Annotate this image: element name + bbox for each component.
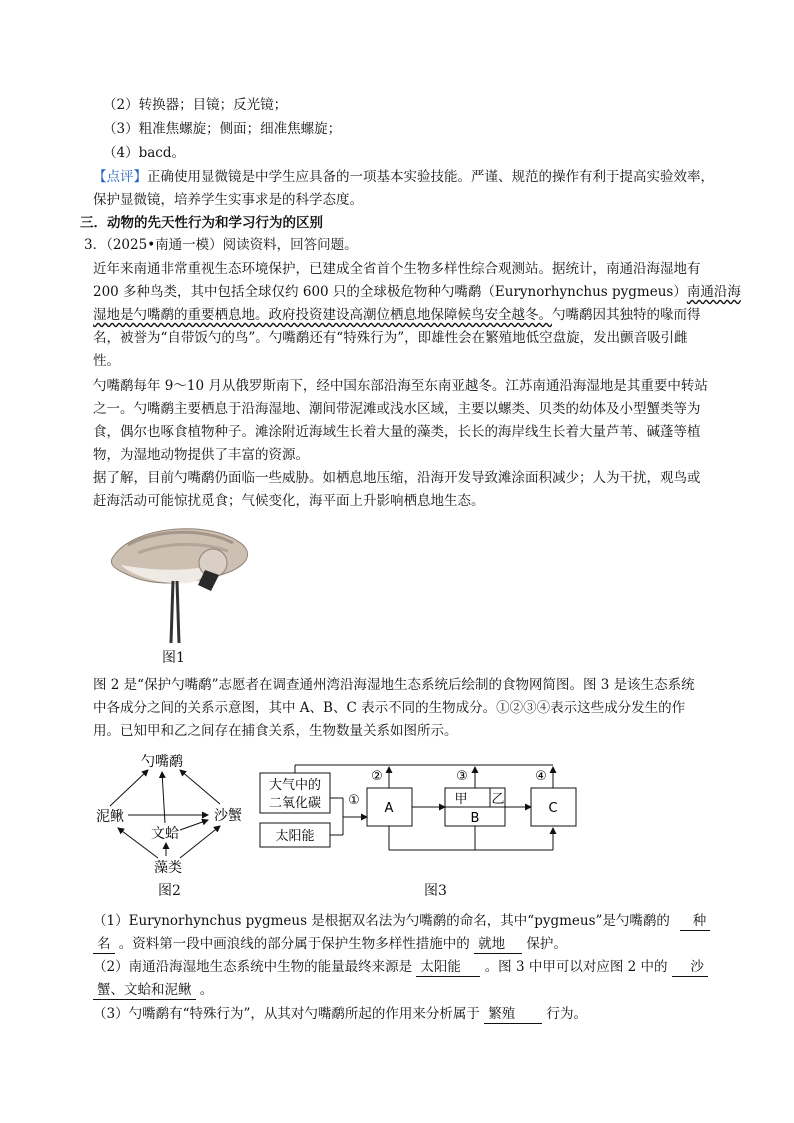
food-web-diagram xyxy=(90,748,255,888)
answer-3-blank: 繁殖 xyxy=(484,1005,542,1024)
answer-1-line-2 xyxy=(93,934,567,954)
p3-line-2: 赶海活动可能惊扰觅食；气候变化，海平面上升影响栖息地生态。 xyxy=(93,493,485,509)
sun-energy: 太阳能 xyxy=(275,829,315,844)
comment-line-1 xyxy=(93,167,714,187)
p4-line-1: 图 2 是“保护勺嘴鹬”志愿者在调查通州湾沿海湿地生态系统后绘制的食物网简图。图 3 是该生态系统 xyxy=(93,677,695,693)
node-center: 文蛤 xyxy=(151,826,179,842)
p4-line-3: 用。已知甲和乙之间存在捕食关系，生物数量关系如图所示。 xyxy=(93,723,458,739)
answer-2-end: 。 xyxy=(199,982,214,998)
air-co2-line2: 二氧化碳 xyxy=(268,796,322,811)
node-right: 沙蟹 xyxy=(214,808,242,824)
answer-1-end: 保护。 xyxy=(526,936,567,952)
p1-line-4: 名，被誉为“自带饭勺的鸟”。勺嘴鹬还有“特殊行为”，即雄性会在繁殖地低空盘旋，发出颤音吸引雌 xyxy=(93,330,688,346)
answer-2-text: （2）南通沿海湿地生态系统中生物的能量最终来源是 xyxy=(93,959,413,975)
answer-1-blank-1a: 种 xyxy=(680,912,710,931)
p3-line-1: 据了解，目前勺嘴鹬仍面临一些威胁。如栖息地压缩，沿海开发导致滩涂面积减少；人为干扰，观鸟或 xyxy=(93,470,701,486)
box-jia: 甲 xyxy=(454,792,468,807)
comment-text-1: 正确使用显微镜是中学生应具备的一项基本实验技能。严谨、规范的操作有利于提高实验效率， xyxy=(147,169,714,185)
air-co2-line1: 大气中的 xyxy=(268,778,322,793)
answer-2-blank-2a: 沙 xyxy=(672,958,708,977)
question-head: 3．（2025•南通一模）阅读资料，回答问题。 xyxy=(84,237,358,253)
answer-3-text: （3）勺嘴鹬有“特殊行为”，从其对勺嘴鹬所起的作用来分析属于 xyxy=(93,1006,480,1022)
answer-2-blank-1: 太阳能 xyxy=(416,958,480,977)
answer-2: （2）转换器；目镜；反光镜； xyxy=(103,97,288,113)
fig2-label: 图2 xyxy=(158,883,181,899)
node-left: 泥鳅 xyxy=(96,809,124,825)
node-bottom: 藻类 xyxy=(154,860,182,876)
answer-1-text: （1）Eurynorhynchus pygmeus 是根据双名法为勺嘴鹬的命名，其中“pygmeus”是勺嘴鹬的 xyxy=(93,913,670,929)
node-top: 勺嘴鹬 xyxy=(141,754,183,770)
answer-4: （4）bacd。 xyxy=(103,145,185,161)
box-yi: 乙 xyxy=(491,792,505,807)
fig3-label: 图3 xyxy=(424,883,447,899)
p2-line-3: 食，偶尔也啄食植物种子。滩涂附近海域生长着大量的藻类，长长的海岸线生长着大量芦苇、碱蓬等植 xyxy=(93,424,701,440)
answer-1-blank-1b: 名 xyxy=(93,935,115,954)
p2-line-2: 之一。勺嘴鹬主要栖息于沿海湿地、潮间带泥滩或浅水区域，主要以螺类、贝类的幼体及小型蟹类等为 xyxy=(93,401,701,417)
label-1: ① xyxy=(348,793,360,808)
p1-line-2 xyxy=(93,282,741,302)
answer-3-line xyxy=(93,1004,587,1024)
p1-line-5: 性。 xyxy=(93,353,120,369)
answer-1-line-1 xyxy=(93,911,710,931)
answer-2-line-1 xyxy=(93,957,708,977)
p1-wavy-1: 南通沿海 xyxy=(686,284,741,300)
p1-line-3-text: 勺嘴鹬因其独特的喙而得 xyxy=(552,307,701,323)
box-A: A xyxy=(384,801,394,816)
fig1-label: 图1 xyxy=(162,650,185,666)
p2-line-4: 物，为湿地动物提供了丰富的资源。 xyxy=(93,447,309,463)
p4-line-2: 中各成分之间的关系示意图，其中 A、B、C 表示不同的生物成分。①②③④表示这些成分发生的作 xyxy=(93,700,686,716)
label-2: ② xyxy=(371,769,383,784)
answer-1-mid: 。资料第一段中画浪线的部分属于保护生物多样性措施中的 xyxy=(118,936,470,952)
answer-2-line-2 xyxy=(93,980,213,1000)
box-B: B xyxy=(470,811,480,826)
bird-illustration xyxy=(93,515,258,645)
label-4: ④ xyxy=(535,769,547,784)
box-C: C xyxy=(548,801,558,816)
answer-2-mid: 。图 3 中甲可以对应图 2 中的 xyxy=(484,959,668,975)
answer-2-blank-2b: 蟹、文蛤和泥鳅 xyxy=(93,981,196,1000)
comment-tag: 【点评】 xyxy=(93,169,147,185)
p1-line-3 xyxy=(93,305,701,325)
answer-1-blank-2: 就地 xyxy=(474,935,522,954)
ecosystem-diagram xyxy=(255,760,585,885)
p1-line-1: 近年来南通非常重视生态环境保护，已建成全省首个生物多样性综合观测站。据统计，南通沿海湿地有 xyxy=(93,261,701,277)
section-title: 三．动物的先天性行为和学习行为的区别 xyxy=(80,215,323,231)
answer-3: （3）粗准焦螺旋；侧面；细准焦螺旋； xyxy=(103,121,342,137)
label-3: ③ xyxy=(456,769,468,784)
p1-wavy-2: 湿地是勺嘴鹬的重要栖息地。政府投资建设高潮位栖息地保障候鸟安全越冬。 xyxy=(93,307,552,323)
p1-line-2-text: 200 多种鸟类，其中包括全球仅约 600 只的全球极危物种勺嘴鹬（Eurynorhynchus pygmeus） xyxy=(93,284,687,300)
comment-line-2: 保护显微镜，培养学生实事求是的科学态度。 xyxy=(93,192,363,208)
answer-3-end: 行为。 xyxy=(546,1006,587,1022)
p2-line-1: 勺嘴鹬每年 9～10 月从俄罗斯南下，经中国东部沿海至东南亚越冬。江苏南通沿海湿地是其重要中转站 xyxy=(93,378,708,394)
